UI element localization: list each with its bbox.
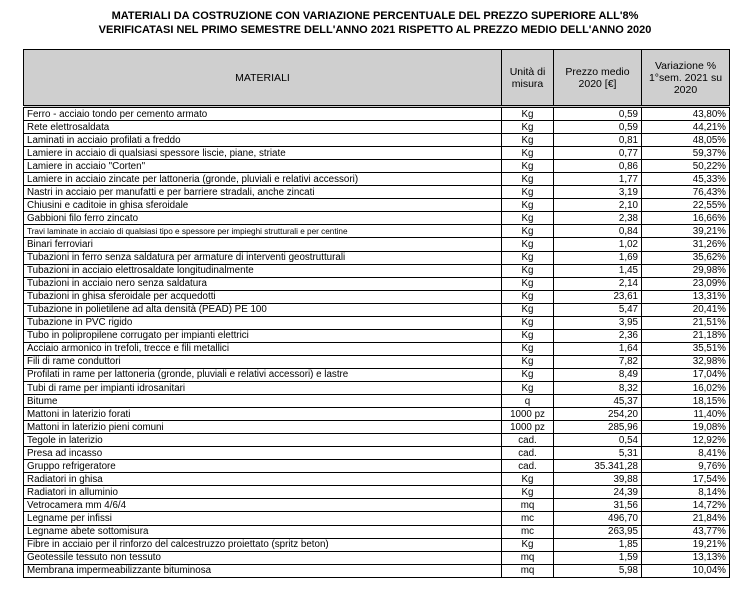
table-row — [24, 408, 730, 421]
cell-materiale: Rete elettrosaldata — [24, 121, 502, 134]
cell-variazione: 13,31% — [642, 290, 730, 303]
cell-variazione: 18,15% — [642, 395, 730, 408]
table-row — [24, 186, 730, 199]
cell-materiale: Tubazione in polietilene ad alta densità (PEAD) PE 100 — [24, 303, 502, 316]
cell-unita: Kg — [502, 329, 554, 342]
cell-prezzo: 2,38 — [554, 212, 642, 225]
cell-variazione: 8,14% — [642, 486, 730, 499]
cell-materiale: Fibre in acciaio per il rinforzo del calcestruzzo proiettato (spritz beton) — [24, 538, 502, 551]
cell-unita: mc — [502, 512, 554, 525]
cell-prezzo: 1,59 — [554, 551, 642, 564]
cell-variazione: 17,54% — [642, 473, 730, 486]
cell-prezzo: 5,98 — [554, 564, 642, 577]
cell-materiale: Tegole in laterizio — [24, 434, 502, 447]
table-row — [24, 564, 730, 577]
cell-materiale: Legname abete sottomisura — [24, 525, 502, 538]
table-header-row — [24, 50, 730, 107]
cell-prezzo: 8,32 — [554, 381, 642, 394]
cell-prezzo: 3,19 — [554, 186, 642, 199]
cell-variazione: 45,33% — [642, 173, 730, 186]
cell-materiale: Lamiere in acciaio "Corten" — [24, 160, 502, 173]
cell-unita: Kg — [502, 186, 554, 199]
cell-variazione: 10,04% — [642, 564, 730, 577]
title-line-2: VERIFICATASI NEL PRIMO SEMESTRE DELL'ANNO 2021 RISPETTO AL PREZZO MEDIO DELL'ANNO 2020 — [98, 24, 652, 36]
table-row — [24, 329, 730, 342]
cell-unita: Kg — [502, 316, 554, 329]
table-row — [24, 395, 730, 408]
cell-prezzo: 1,85 — [554, 538, 642, 551]
cell-variazione: 31,26% — [642, 238, 730, 251]
cell-prezzo: 2,14 — [554, 277, 642, 290]
cell-materiale: Radiatori in ghisa — [24, 473, 502, 486]
cell-variazione: 19,21% — [642, 538, 730, 551]
cell-variazione: 12,92% — [642, 434, 730, 447]
cell-variazione: 76,43% — [642, 186, 730, 199]
cell-materiale: Geotessile tessuto non tessuto — [24, 551, 502, 564]
table-row — [24, 173, 730, 186]
cell-variazione: 43,77% — [642, 525, 730, 538]
cell-prezzo: 263,95 — [554, 525, 642, 538]
cell-prezzo: 0,54 — [554, 434, 642, 447]
cell-prezzo: 0,84 — [554, 225, 642, 238]
table-row — [24, 277, 730, 290]
cell-prezzo: 24,39 — [554, 486, 642, 499]
cell-materiale: Tubazioni in ferro senza saldatura per armature di interventi geostrutturali — [24, 251, 502, 264]
header-materiali: MATERIALI — [24, 50, 502, 107]
table-row — [24, 238, 730, 251]
cell-materiale: Profilati in rame per lattoneria (gronde, pluviali e relativi accessori) e lastre — [24, 368, 502, 381]
cell-unita: Kg — [502, 264, 554, 277]
cell-unita: Kg — [502, 121, 554, 134]
document-title — [0, 9, 750, 37]
table-row — [24, 434, 730, 447]
table-row — [24, 381, 730, 394]
table-row — [24, 368, 730, 381]
cell-variazione: 11,40% — [642, 408, 730, 421]
cell-unita: cad. — [502, 447, 554, 460]
cell-prezzo: 8,49 — [554, 368, 642, 381]
cell-variazione: 48,05% — [642, 134, 730, 147]
cell-unita: Kg — [502, 225, 554, 238]
table-row — [24, 147, 730, 160]
cell-prezzo: 39,88 — [554, 473, 642, 486]
cell-variazione: 17,04% — [642, 368, 730, 381]
table-row — [24, 525, 730, 538]
table-row — [24, 473, 730, 486]
cell-materiale: Tubi di rame per impianti idrosanitari — [24, 381, 502, 394]
cell-materiale: Membrana impermeabilizzante bituminosa — [24, 564, 502, 577]
table-row — [24, 486, 730, 499]
table-row — [24, 264, 730, 277]
cell-variazione: 21,18% — [642, 329, 730, 342]
cell-prezzo: 0,81 — [554, 134, 642, 147]
header-variazione-percentuale: Variazione % 1°sem. 2021 su 2020 — [642, 50, 730, 107]
cell-materiale: Mattoni in laterizio pieni comuni — [24, 421, 502, 434]
cell-unita: Kg — [502, 381, 554, 394]
table-row — [24, 107, 730, 121]
table-row — [24, 538, 730, 551]
table-body — [24, 107, 730, 578]
cell-materiale: Tubazioni in acciaio elettrosaldate longitudinalmente — [24, 264, 502, 277]
cell-materiale: Bitume — [24, 395, 502, 408]
table-row — [24, 342, 730, 355]
table-row — [24, 160, 730, 173]
cell-unita: Kg — [502, 342, 554, 355]
table-row — [24, 447, 730, 460]
cell-materiale: Tubazione in PVC rigido — [24, 316, 502, 329]
cell-materiale: Gruppo refrigeratore — [24, 460, 502, 473]
cell-variazione: 29,98% — [642, 264, 730, 277]
cell-unita: Kg — [502, 538, 554, 551]
table-row — [24, 499, 730, 512]
cell-unita: 1000 pz — [502, 421, 554, 434]
cell-materiale: Radiatori in alluminio — [24, 486, 502, 499]
cell-variazione: 16,02% — [642, 381, 730, 394]
table-row — [24, 199, 730, 212]
cell-materiale: Travi laminate in acciaio di qualsiasi tipo e spessore per impieghi strutturali e per centine — [24, 225, 502, 238]
header-prezzo-medio-2020: Prezzo medio 2020 [€] — [554, 50, 642, 107]
table-row — [24, 134, 730, 147]
cell-prezzo: 0,77 — [554, 147, 642, 160]
cell-prezzo: 1,45 — [554, 264, 642, 277]
cell-materiale: Ferro - acciaio tondo per cemento armato — [24, 107, 502, 121]
cell-materiale: Lamiere in acciaio zincate per lattoneria (gronde, pluviali e relativi accessori) — [24, 173, 502, 186]
table-row — [24, 551, 730, 564]
cell-prezzo: 1,69 — [554, 251, 642, 264]
cell-materiale: Lamiere in acciaio di qualsiasi spessore liscie, piane, striate — [24, 147, 502, 160]
cell-prezzo: 1,02 — [554, 238, 642, 251]
cell-variazione: 21,51% — [642, 316, 730, 329]
cell-variazione: 14,72% — [642, 499, 730, 512]
cell-unita: Kg — [502, 290, 554, 303]
cell-unita: cad. — [502, 460, 554, 473]
cell-prezzo: 5,47 — [554, 303, 642, 316]
cell-unita: Kg — [502, 238, 554, 251]
cell-unita: Kg — [502, 303, 554, 316]
cell-prezzo: 0,59 — [554, 121, 642, 134]
cell-unita: 1000 pz — [502, 408, 554, 421]
cell-unita: Kg — [502, 486, 554, 499]
cell-variazione: 20,41% — [642, 303, 730, 316]
cell-prezzo: 496,70 — [554, 512, 642, 525]
cell-unita: Kg — [502, 355, 554, 368]
title-line-1: MATERIALI DA COSTRUZIONE CON VARIAZIONE PERCENTUALE DEL PREZZO SUPERIORE ALL'8% — [111, 10, 639, 22]
cell-prezzo: 2,36 — [554, 329, 642, 342]
cell-prezzo: 3,95 — [554, 316, 642, 329]
cell-variazione: 19,08% — [642, 421, 730, 434]
table-row — [24, 512, 730, 525]
cell-materiale: Legname per infissi — [24, 512, 502, 525]
cell-materiale: Mattoni in laterizio forati — [24, 408, 502, 421]
cell-prezzo: 1,77 — [554, 173, 642, 186]
cell-materiale: Tubazioni in acciaio nero senza saldatura — [24, 277, 502, 290]
header-unita-di-misura: Unità di misura — [502, 50, 554, 107]
cell-unita: Kg — [502, 134, 554, 147]
cell-unita: Kg — [502, 147, 554, 160]
cell-unita: Kg — [502, 277, 554, 290]
table-row — [24, 316, 730, 329]
cell-prezzo: 7,82 — [554, 355, 642, 368]
cell-variazione: 59,37% — [642, 147, 730, 160]
cell-prezzo: 5,31 — [554, 447, 642, 460]
cell-materiale: Tubazioni in ghisa sferoidale per acquedotti — [24, 290, 502, 303]
cell-prezzo: 0,59 — [554, 107, 642, 121]
cell-variazione: 23,09% — [642, 277, 730, 290]
cell-prezzo: 0,86 — [554, 160, 642, 173]
cell-unita: Kg — [502, 107, 554, 121]
table-row — [24, 355, 730, 368]
cell-unita: mc — [502, 525, 554, 538]
cell-unita: mq — [502, 499, 554, 512]
cell-materiale: Fili di rame conduttori — [24, 355, 502, 368]
cell-unita: Kg — [502, 199, 554, 212]
cell-unita: Kg — [502, 212, 554, 225]
cell-variazione: 21,84% — [642, 512, 730, 525]
table-row — [24, 251, 730, 264]
cell-variazione: 32,98% — [642, 355, 730, 368]
cell-variazione: 50,22% — [642, 160, 730, 173]
cell-prezzo: 45,37 — [554, 395, 642, 408]
cell-variazione: 35,62% — [642, 251, 730, 264]
table-row — [24, 212, 730, 225]
cell-materiale: Nastri in acciaio per manufatti e per barriere stradali, anche zincati — [24, 186, 502, 199]
cell-unita: Kg — [502, 251, 554, 264]
table-row — [24, 460, 730, 473]
cell-unita: Kg — [502, 368, 554, 381]
cell-variazione: 35,51% — [642, 342, 730, 355]
cell-unita: Kg — [502, 173, 554, 186]
cell-materiale: Chiusini e caditoie in ghisa sferoidale — [24, 199, 502, 212]
cell-prezzo: 23,61 — [554, 290, 642, 303]
cell-materiale: Acciaio armonico in trefoli, trecce e fili metallici — [24, 342, 502, 355]
table-row — [24, 121, 730, 134]
cell-variazione: 9,76% — [642, 460, 730, 473]
cell-prezzo: 1,64 — [554, 342, 642, 355]
cell-materiale: Vetrocamera mm 4/6/4 — [24, 499, 502, 512]
cell-variazione: 44,21% — [642, 121, 730, 134]
cell-unita: cad. — [502, 434, 554, 447]
cell-prezzo: 254,20 — [554, 408, 642, 421]
cell-variazione: 39,21% — [642, 225, 730, 238]
cell-unita: mq — [502, 564, 554, 577]
cell-variazione: 22,55% — [642, 199, 730, 212]
cell-materiale: Gabbioni filo ferro zincato — [24, 212, 502, 225]
cell-unita: q — [502, 395, 554, 408]
cell-prezzo: 285,96 — [554, 421, 642, 434]
cell-materiale: Tubo in polipropilene corrugato per impianti elettrici — [24, 329, 502, 342]
cell-prezzo: 2,10 — [554, 199, 642, 212]
table-row — [24, 303, 730, 316]
materials-price-table — [23, 49, 730, 578]
cell-variazione: 43,80% — [642, 107, 730, 121]
table-row — [24, 290, 730, 303]
cell-materiale: Binari ferroviari — [24, 238, 502, 251]
cell-variazione: 13,13% — [642, 551, 730, 564]
cell-prezzo: 35.341,28 — [554, 460, 642, 473]
table-row — [24, 421, 730, 434]
cell-unita: mq — [502, 551, 554, 564]
cell-materiale: Laminati in acciaio profilati a freddo — [24, 134, 502, 147]
cell-variazione: 8,41% — [642, 447, 730, 460]
cell-unita: Kg — [502, 160, 554, 173]
table-row — [24, 225, 730, 238]
cell-unita: Kg — [502, 473, 554, 486]
cell-materiale: Presa ad incasso — [24, 447, 502, 460]
cell-prezzo: 31,56 — [554, 499, 642, 512]
cell-variazione: 16,66% — [642, 212, 730, 225]
